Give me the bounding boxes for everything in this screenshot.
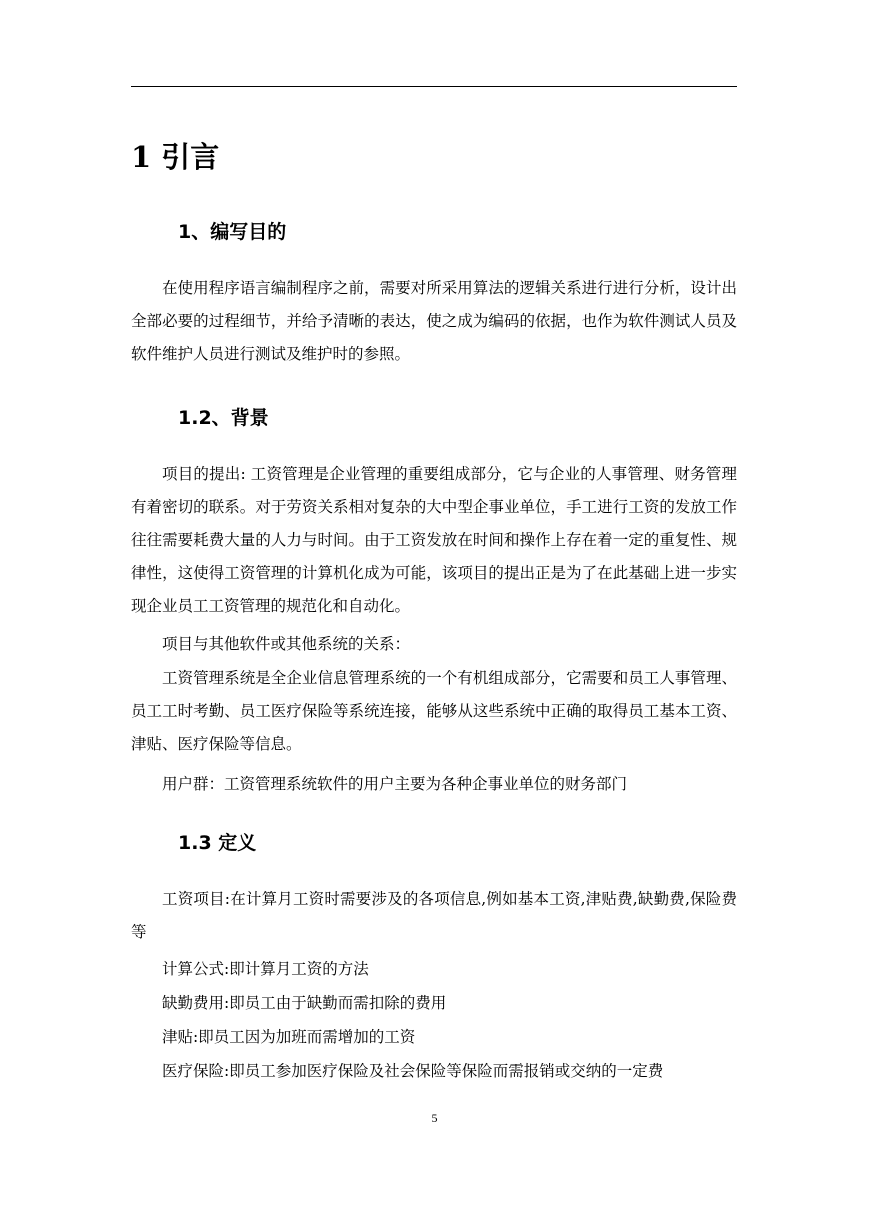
definition-item: 津贴:即员工因为加班而需增加的工资 [162,1028,416,1046]
background-relation-title: 项目与其他软件或其他系统的关系： [162,635,411,653]
definition-item: 医疗保险:即员工参加医疗保险及社会保险等保险而需报销或交纳的一定费 [162,1062,664,1080]
page-number: 5 [431,1111,438,1125]
purpose-paragraph: 在使用程序语言编制程序之前，需要对所采用算法的逻辑关系进行进行分析，设计出全部必要的过程细节，并给予清晰的表达，使之成为编码的依据，也作为软件测试人员及软件维护人员进行测试及维护时的参照。 [131,279,737,363]
header-rule [131,86,737,87]
background-relation-paragraph: 工资管理系统是全企业信息管理系统的一个有机组成部分，它需要和员工人事管理、员工工时考勤、员工医疗保险等系统连接，能够从这些系统中正确的取得员工基本工资、津贴、医疗保险等信息。 [131,669,737,753]
background-proposal-paragraph: 项目的提出: 工资管理是企业管理的重要组成部分，它与企业的人事管理、财务管理有着密切的联系。对于劳资关系相对复杂的大中型企事业单位，手工进行工资的发放工作往往需要耗费大量的人力与时间。由于工资发放在时间和操作上存在着一定的重复性、规律性，这使得工资管理的计算机化成为可能，该项目的提出正是为了在此基础上进一步实现企业员工工资管理的规范化和自动化。 [131,465,737,615]
background-users-line: 用户群：工资管理系统软件的用户主要为各种企事业单位的财务部门 [162,775,628,793]
chapter-heading: 1 引言 [131,140,220,174]
definition-item: 缺勤费用:即员工由于缺勤而需扣除的费用 [162,994,447,1012]
definition-item: 计算公式:即计算月工资的方法 [162,960,369,978]
section-heading-background: 1.2、背景 [178,407,269,429]
section-heading-purpose: 1、编写目的 [178,221,287,243]
section-heading-definitions: 1.3 定义 [178,832,257,854]
definition-item: 工资项目:在计算月工资时需要涉及的各项信息,例如基本工资,津贴费,缺勤费,保险费等 [131,890,737,941]
